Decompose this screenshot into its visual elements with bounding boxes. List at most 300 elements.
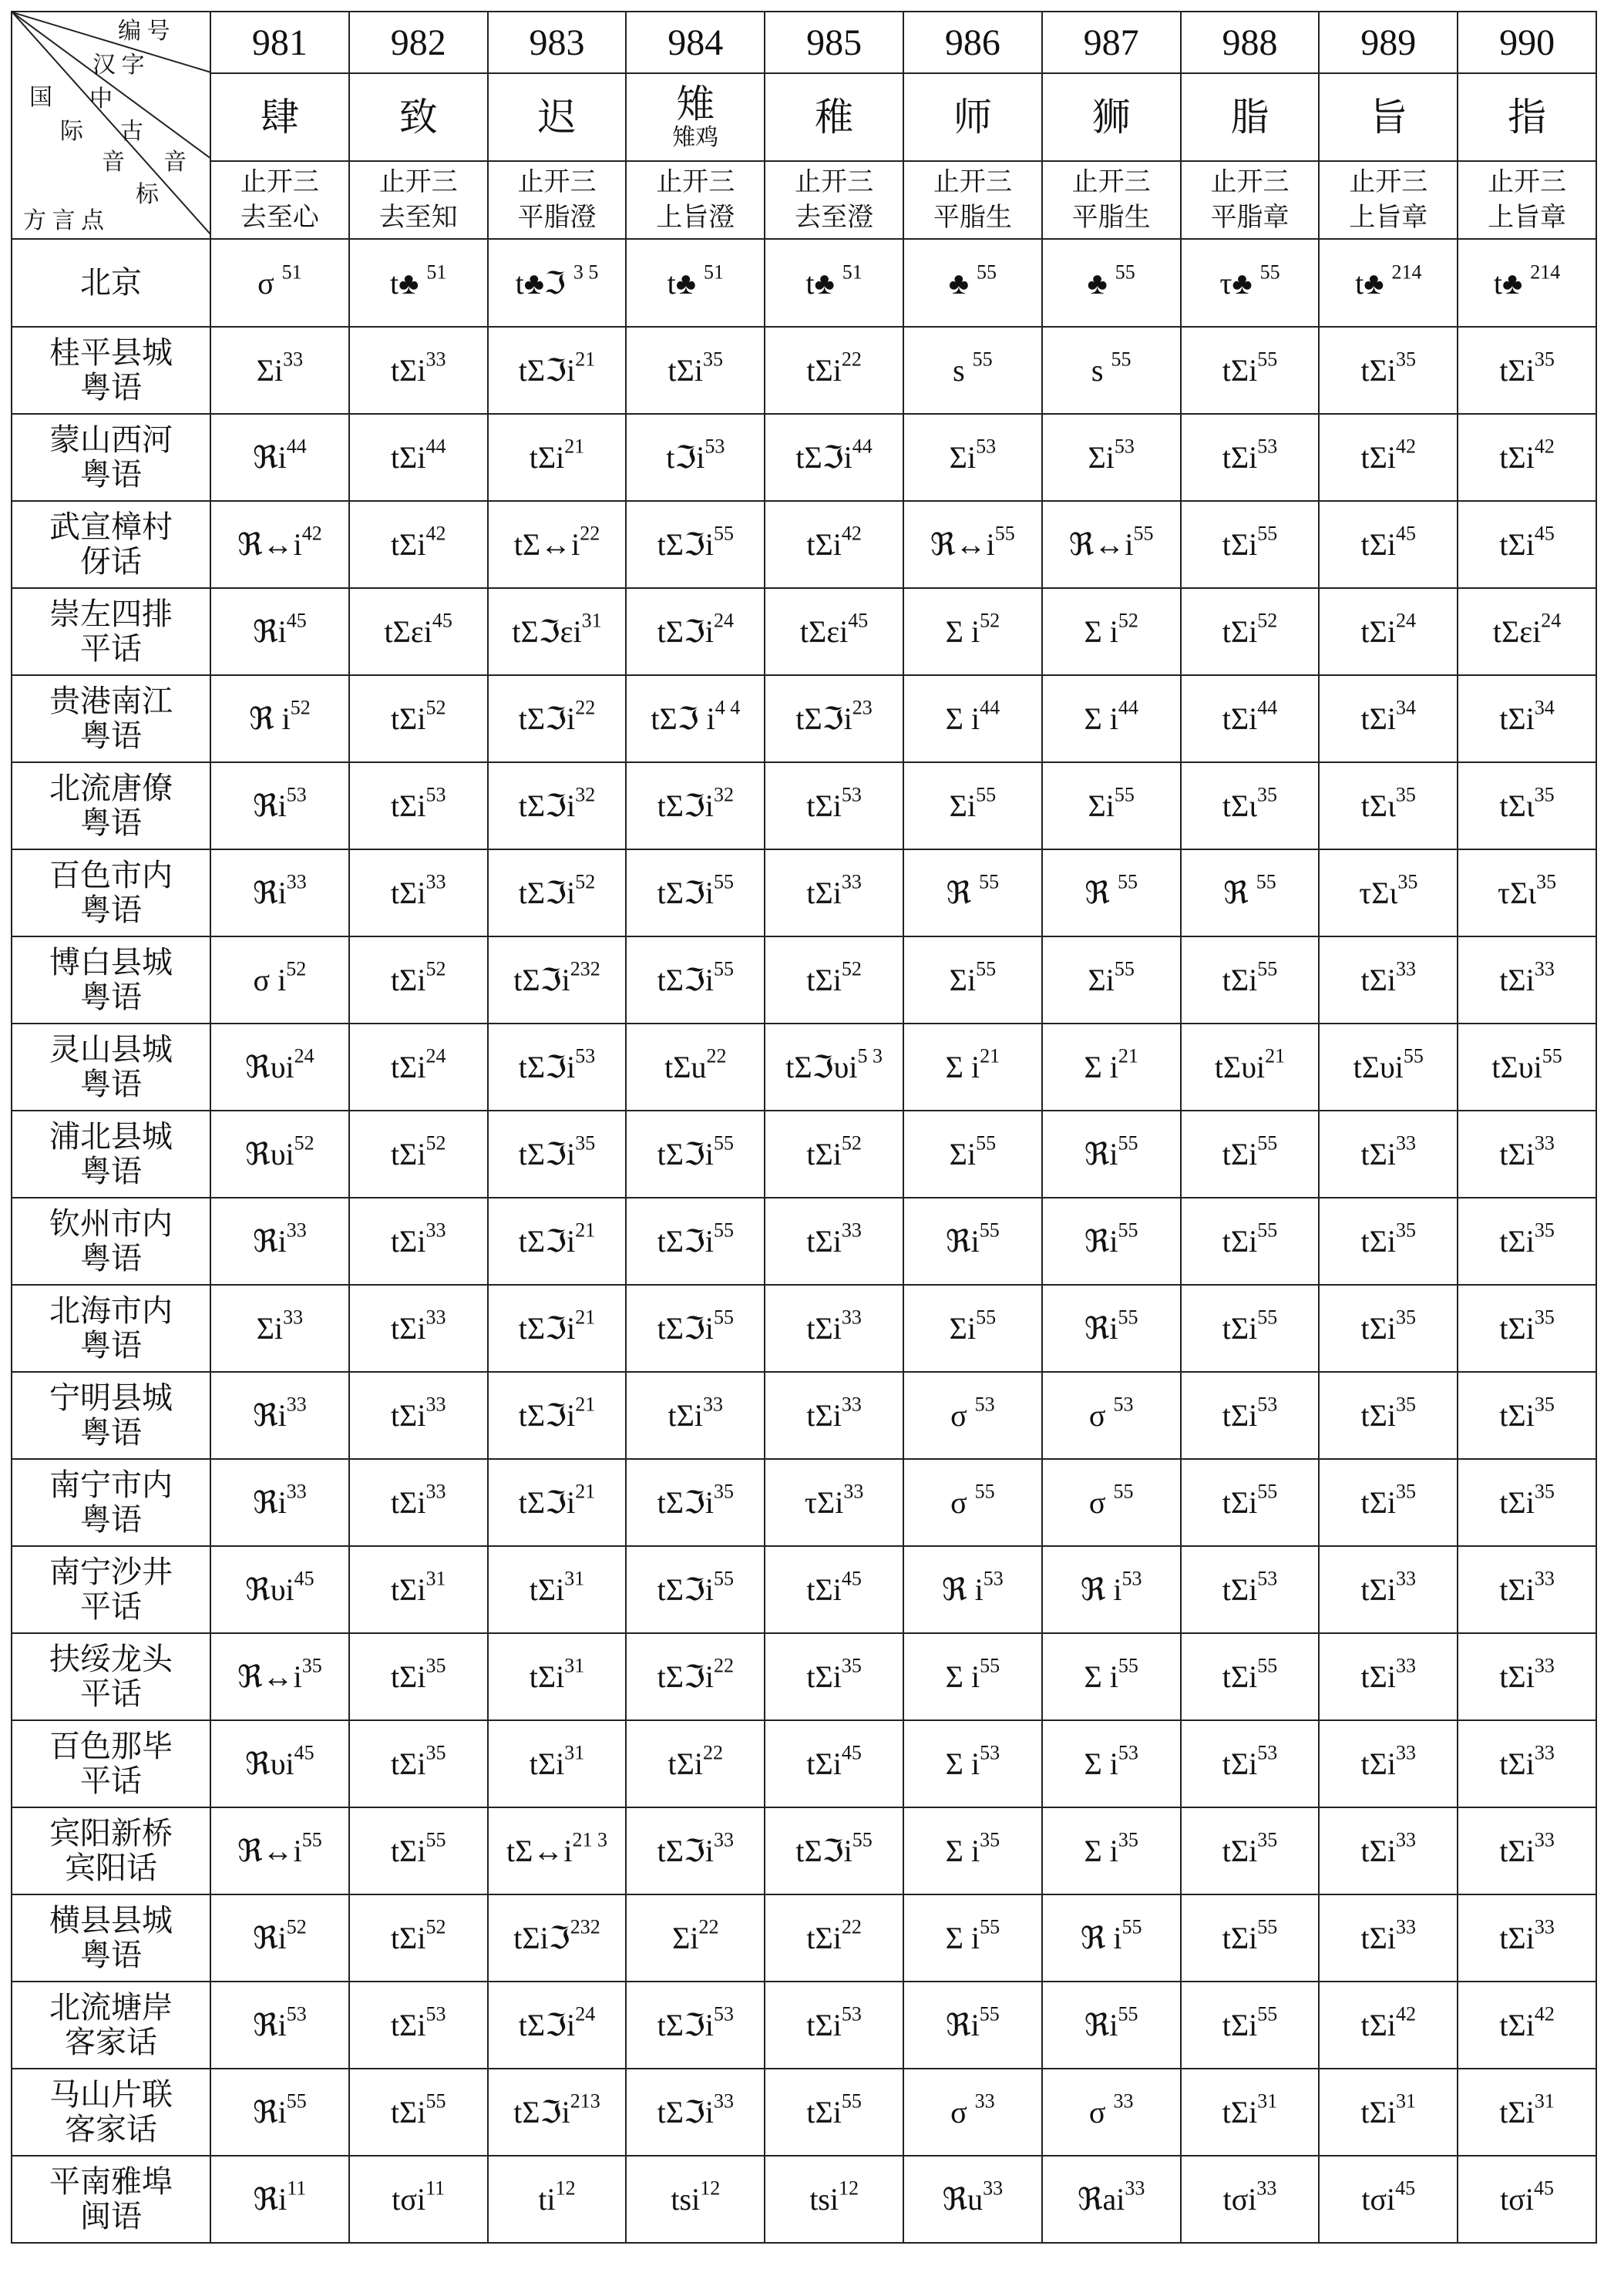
pronunciation-base: tΣu [664, 1050, 707, 1084]
pronunciation-cell [903, 414, 1042, 501]
pronunciation-base: tΣℑi [518, 788, 576, 823]
pronunciation-base: ℜi [253, 2182, 288, 2217]
column-number: 986 [903, 12, 1042, 73]
pronunciation-cell [765, 1024, 903, 1111]
pronunciation-cell [488, 501, 627, 588]
tone-number: 53 [841, 783, 862, 806]
tone-number: 52 [841, 1131, 862, 1155]
tone-number: 33 [1396, 957, 1417, 980]
dialect-location-line: 南宁沙井 [49, 1554, 173, 1589]
pronunciation-base: tΣℑi [513, 2095, 570, 2130]
pronunciation-cell [488, 2069, 627, 2156]
dialect-location [12, 1894, 210, 1982]
middle-chinese-line: 去至知 [378, 203, 458, 232]
pronunciation-cell [1042, 588, 1181, 675]
pronunciation-base: Σ i [945, 701, 980, 736]
pronunciation-cell [349, 1982, 488, 2069]
pronunciation-base: tΣi [1360, 1311, 1397, 1346]
dialect-location-line: 横县县城 [49, 1902, 173, 1938]
pronunciation-base: t♣ [805, 265, 842, 301]
middle-chinese-line: 止开三 [656, 167, 735, 197]
pronunciation-cell [1319, 1807, 1458, 1894]
pronunciation-cell [903, 1720, 1042, 1807]
tone-number: 33 [713, 1828, 734, 1851]
pronunciation-base: tΣυi [1353, 1050, 1404, 1084]
tone-number: 55 [1118, 1306, 1138, 1329]
tone-number: 42 [301, 522, 322, 545]
pronunciation-cell [1319, 2069, 1458, 2156]
pronunciation-cell [210, 1024, 349, 1111]
pronunciation-cell [1458, 849, 1596, 936]
pronunciation-cell [1181, 1024, 1320, 1111]
pronunciation-cell [765, 762, 903, 849]
pronunciation-base: tΣℑi [657, 788, 714, 823]
tone-number: 33 [1113, 2089, 1134, 2113]
pronunciation-base: ℜi [253, 1921, 287, 1955]
pronunciation-base: tΣi [806, 963, 842, 997]
tone-number: 53 [974, 1393, 995, 1416]
dialect-row [12, 1111, 1596, 1198]
tone-number: 33 [1256, 2177, 1277, 2200]
middle-chinese-line: 上旨章 [1488, 203, 1567, 232]
pronunciation-base: tΣi [529, 1572, 565, 1607]
pronunciation-cell [1458, 2156, 1596, 2243]
pronunciation-base: Σi [949, 963, 977, 997]
tone-number: 35 [301, 1654, 322, 1677]
pronunciation-cell [1319, 588, 1458, 675]
pronunciation-base: tΣi [1222, 440, 1258, 475]
pronunciation-cell [765, 1546, 903, 1633]
dialect-location [12, 849, 210, 936]
pronunciation-cell [626, 1024, 765, 1111]
dialect-row [12, 762, 1596, 849]
tone-number: 24 [425, 1044, 446, 1067]
tone-number: 33 [286, 1480, 307, 1503]
pronunciation-cell [1458, 1459, 1596, 1546]
tone-number: 42 [425, 522, 446, 545]
tone-number: 31 [564, 1741, 585, 1764]
tone-number: 55 [1403, 1044, 1424, 1067]
tone-number: 45 [841, 1741, 862, 1764]
tone-number: 33 [983, 2177, 1004, 2200]
pronunciation-base: tΣi [1222, 963, 1258, 997]
dialect-location-line: 浦北县城 [49, 1118, 173, 1154]
dialect-location-line: 桂平县城 [49, 334, 173, 370]
pronunciation-base: tΣℑi [518, 1137, 576, 1172]
dialect-location-line: 客家话 [65, 2111, 157, 2146]
column-character [488, 73, 627, 161]
pronunciation-base: tΣi [1222, 353, 1258, 388]
pronunciation-cell [210, 1198, 349, 1285]
pronunciation-base: tΣi [1222, 2095, 1258, 2130]
pronunciation-cell [1042, 2069, 1181, 2156]
pronunciation-base: tΣι [1499, 788, 1535, 823]
tone-number: 21 [980, 1044, 1000, 1067]
tone-number: 33 [703, 1393, 724, 1416]
tone-number: 21 3 [572, 1828, 607, 1851]
column-character [626, 73, 765, 161]
pronunciation-cell [1042, 1633, 1181, 1720]
dialect-row [12, 327, 1596, 414]
pronunciation-cell [1181, 1372, 1320, 1459]
tone-number: 31 [1534, 2089, 1555, 2113]
pronunciation-base: tΣℑi [657, 2008, 714, 2042]
pronunciation-base: ℜ i [942, 1572, 984, 1607]
pronunciation-cell [1319, 762, 1458, 849]
column-number: 984 [626, 12, 765, 73]
pronunciation-cell [1458, 1807, 1596, 1894]
pronunciation-base: ℜai [1077, 2182, 1125, 2217]
tone-number: 44 [286, 435, 307, 458]
pronunciation-cell [1042, 675, 1181, 762]
pronunciation-base: tΣi [1222, 1311, 1258, 1346]
tone-number: 55 [1118, 1131, 1138, 1155]
pronunciation-base: Σi [256, 1311, 284, 1346]
tone-number: 53 [1257, 1741, 1278, 1764]
pronunciation-base: tΣℑi [518, 353, 576, 388]
dialect-location-line: 北流唐僚 [49, 770, 173, 805]
tone-number: 55 [1114, 957, 1135, 980]
tone-number: 33 [1396, 1828, 1417, 1851]
tone-number: 44 [1118, 696, 1138, 719]
pronunciation-cell [1319, 1198, 1458, 1285]
tone-number: 45 [286, 609, 307, 632]
pronunciation-base: tΣ↔i [506, 1834, 573, 1868]
pronunciation-cell [349, 1720, 488, 1807]
pronunciation-cell [349, 1372, 488, 1459]
pronunciation-base: σ [1088, 1398, 1114, 1433]
pronunciation-base: s [953, 353, 973, 388]
pronunciation-base: tΣεi [799, 614, 849, 649]
pronunciation-cell [1458, 414, 1596, 501]
pronunciation-cell [903, 239, 1042, 327]
pronunciation-base: tΣi [390, 353, 426, 388]
tone-number: 55 [1257, 522, 1278, 545]
pronunciation-base: τ♣ [1219, 265, 1260, 301]
pronunciation-cell [1181, 1720, 1320, 1807]
dialect-location-line: 粤语 [80, 1153, 142, 1188]
tone-number: 55 [1118, 1219, 1138, 1242]
dialect-location [12, 239, 210, 327]
pronunciation-cell [1458, 1024, 1596, 1111]
pronunciation-cell [488, 1546, 627, 1633]
dialect-row [12, 936, 1596, 1024]
character-glyph: 肆 [260, 95, 299, 139]
tone-number: 22 [713, 1654, 734, 1677]
pronunciation-cell [1181, 849, 1320, 936]
tone-number: 21 [1118, 1044, 1138, 1067]
pronunciation-base: tΣi [1360, 353, 1397, 388]
dialect-location [12, 1024, 210, 1111]
pronunciation-base: tΣi [1222, 1921, 1258, 1955]
pronunciation-cell [1042, 1720, 1181, 1807]
pronunciation-base: tΣℑi [657, 1137, 714, 1172]
tone-number: 55 [1257, 1654, 1278, 1677]
tone-number: 55 [1257, 1306, 1278, 1329]
character-note: 雉鸡 [672, 124, 719, 150]
dialect-location [12, 1720, 210, 1807]
dialect-location-line: 粤语 [80, 718, 142, 753]
tone-number: 21 [564, 435, 585, 458]
tone-number: 34 [1396, 696, 1417, 719]
tone-number: 35 [1396, 1393, 1417, 1416]
pronunciation-base: tΣℑi [518, 1224, 576, 1259]
header-row-middle-chinese [12, 161, 1596, 239]
pronunciation-cell [765, 2069, 903, 2156]
pronunciation-cell [903, 1807, 1042, 1894]
pronunciation-cell [1042, 1459, 1181, 1546]
pronunciation-base: tΣi [1499, 2095, 1535, 2130]
pronunciation-base: tΣℑi [657, 614, 714, 649]
dialect-location-line: 宾阳话 [65, 1850, 157, 1885]
dialect-location-line: 伢话 [80, 543, 142, 579]
tone-number: 33 [425, 1480, 446, 1503]
pronunciation-cell [765, 1459, 903, 1546]
pronunciation-cell [210, 2156, 349, 2243]
pronunciation-base: tσi [1222, 2182, 1257, 2217]
pronunciation-cell [765, 501, 903, 588]
tone-number: 52 [575, 870, 596, 893]
pronunciation-base: t♣ [1355, 265, 1392, 301]
pronunciation-cell [488, 327, 627, 414]
pronunciation-base: σ [950, 1398, 975, 1433]
middle-chinese-line: 止开三 [933, 167, 1012, 197]
pronunciation-base: tΣi [1499, 1137, 1535, 1172]
pronunciation-cell [488, 849, 627, 936]
tone-number: 232 [570, 957, 600, 980]
tone-number: 35 [425, 1741, 446, 1764]
pronunciation-base: ℜi [1084, 1224, 1118, 1259]
tone-number: 31 [425, 1567, 446, 1590]
pronunciation-cell [1458, 1633, 1596, 1720]
dialect-location [12, 2069, 210, 2156]
tone-number: 33 [425, 348, 446, 371]
tone-number: 35 [1536, 870, 1557, 893]
pronunciation-cell [1319, 2156, 1458, 2243]
pronunciation-base: ℜi [253, 2008, 287, 2042]
pronunciation-cell [1042, 1894, 1181, 1982]
tone-number: 31 [581, 609, 602, 632]
dialect-row [12, 1024, 1596, 1111]
pronunciation-cell [349, 1807, 488, 1894]
column-character [1181, 73, 1320, 161]
pronunciation-base: t♣ℑ [515, 265, 573, 301]
middle-chinese-line: 平脂生 [1071, 203, 1151, 232]
tone-number: 31 [564, 1567, 585, 1590]
column-number: 988 [1181, 12, 1320, 73]
tone-number: 52 [294, 1131, 314, 1155]
pronunciation-cell [1042, 1807, 1181, 1894]
pronunciation-base: tΣi [1360, 614, 1397, 649]
tone-number: 55 [976, 957, 997, 980]
pronunciation-base: tΣℑi [657, 1572, 714, 1607]
pronunciation-base: Σi [949, 788, 977, 823]
pronunciation-cell [349, 1633, 488, 1720]
column-middle-chinese [210, 161, 349, 239]
tone-number: 33 [1534, 1567, 1555, 1590]
pronunciation-base: tΣi [390, 701, 426, 736]
pronunciation-cell [488, 1982, 627, 2069]
pronunciation-cell [903, 327, 1042, 414]
tone-number: 232 [570, 1915, 600, 1938]
pronunciation-base: tΣi [1222, 1834, 1258, 1868]
pronunciation-base: ℜu [942, 2182, 984, 2217]
dialect-location [12, 1982, 210, 2069]
pronunciation-base: tΣi [806, 1224, 842, 1259]
pronunciation-base: tΣℑi [795, 701, 852, 736]
pronunciation-base: tΣi [806, 353, 842, 388]
tone-number: 44 [852, 435, 873, 458]
column-character [765, 73, 903, 161]
tone-number: 21 [575, 1480, 596, 1503]
pronunciation-cell [1458, 501, 1596, 588]
pronunciation-cell [1042, 1285, 1181, 1372]
pronunciation-cell [210, 1633, 349, 1720]
pronunciation-base: ℜ↔i [1068, 527, 1134, 562]
tone-number: 35 [1534, 1393, 1555, 1416]
pronunciation-cell [765, 2156, 903, 2243]
dialect-location-line: 粤语 [80, 805, 142, 840]
pronunciation-base: tΣi [1360, 1485, 1397, 1520]
pronunciation-cell [210, 1982, 349, 2069]
tone-number: 51 [281, 261, 302, 283]
pronunciation-base: Σi [949, 440, 977, 475]
pronunciation-base: tΣυi [1214, 1050, 1266, 1084]
dialect-location-line: 平话 [80, 630, 142, 666]
tone-number: 33 [1396, 1567, 1417, 1590]
dialect-row [12, 501, 1596, 588]
pronunciation-cell [1181, 501, 1320, 588]
pronunciation-base: tΣi [1499, 701, 1535, 736]
pronunciation-base: tΣi [1360, 1224, 1397, 1259]
pronunciation-cell [1181, 588, 1320, 675]
pronunciation-cell [765, 239, 903, 327]
pronunciation-cell [626, 1111, 765, 1198]
pronunciation-base: σ [1088, 1485, 1114, 1520]
pronunciation-base: tΣi [390, 2095, 426, 2130]
pronunciation-cell [765, 1720, 903, 1807]
pronunciation-cell [1181, 936, 1320, 1024]
tone-number: 53 [1121, 1567, 1142, 1590]
pronunciation-cell [210, 588, 349, 675]
pronunciation-base: ♣ [948, 265, 977, 301]
pronunciation-base: σ i [253, 963, 287, 997]
dialect-row [12, 588, 1596, 675]
pronunciation-cell [765, 1807, 903, 1894]
pronunciation-base: tΣℑi [657, 1659, 714, 1694]
tone-number: 52 [1257, 609, 1278, 632]
tone-number: 12 [700, 2177, 721, 2200]
pronunciation-base: ℜ [946, 876, 980, 910]
corner-label-biao: 标 [136, 182, 159, 207]
pronunciation-cell [210, 762, 349, 849]
column-character [1319, 73, 1458, 161]
tone-number: 11 [287, 2177, 307, 2200]
tone-number: 22 [575, 696, 596, 719]
pronunciation-base: tΣi [1499, 1834, 1535, 1868]
pronunciation-base: tΣi [1222, 701, 1258, 736]
pronunciation-cell [210, 239, 349, 327]
tone-number: 35 [1397, 870, 1418, 893]
pronunciation-cell [210, 1546, 349, 1633]
tone-number: 45 [841, 1567, 862, 1590]
pronunciation-base: ℜi [253, 1485, 287, 1520]
pronunciation-base: Σ i [945, 1834, 980, 1868]
pronunciation-base: tΣℑi [518, 1050, 576, 1084]
pronunciation-cell [1042, 1546, 1181, 1633]
tone-number: 35 [1534, 1219, 1555, 1242]
tone-number: 21 [575, 1219, 596, 1242]
dialect-location [12, 675, 210, 762]
pronunciation-cell [1319, 1285, 1458, 1372]
tone-number: 55 [979, 2002, 1000, 2025]
pronunciation-base: tΣi [1360, 1834, 1397, 1868]
pronunciation-base: tΣi [529, 1659, 565, 1694]
tone-number: 33 [1534, 1131, 1555, 1155]
pronunciation-base: ♣ [1087, 265, 1115, 301]
pronunciation-cell [903, 1633, 1042, 1720]
pronunciation-cell [1042, 327, 1181, 414]
pronunciation-base: tΣℑi [518, 701, 576, 736]
pronunciation-cell [488, 1198, 627, 1285]
pronunciation-base: tΣi [390, 1398, 426, 1433]
column-number: 982 [349, 12, 488, 73]
dialect-location [12, 1372, 210, 1459]
pronunciation-base: ℜυi [245, 1050, 294, 1084]
dialect-location [12, 1459, 210, 1546]
pronunciation-base: tΣi [1222, 1224, 1258, 1259]
tone-number: 22 [841, 1915, 862, 1938]
pronunciation-cell [349, 1111, 488, 1198]
dialect-location [12, 327, 210, 414]
pronunciation-base: τΣi [804, 1485, 844, 1520]
pronunciation-cell [488, 1024, 627, 1111]
corner-label-bianhao: 编 号 [118, 18, 170, 44]
tone-number: 55 [713, 1567, 734, 1590]
column-middle-chinese [1181, 161, 1320, 239]
tone-number: 55 [1259, 261, 1280, 283]
dialect-location [12, 588, 210, 675]
pronunciation-base: tΣℑi [657, 1834, 714, 1868]
pronunciation-base: t♣ [390, 265, 427, 301]
pronunciation-base: Σ i [1084, 1659, 1118, 1694]
dialect-row [12, 1459, 1596, 1546]
pronunciation-cell [765, 327, 903, 414]
dialect-location-line: 灵山县城 [49, 1031, 173, 1067]
pronunciation-cell [488, 936, 627, 1024]
dialect-location [12, 1111, 210, 1198]
pronunciation-base: ℜi [253, 2095, 287, 2130]
pronunciation-base: tΣi [1222, 614, 1258, 649]
pronunciation-base: tΣi [390, 440, 426, 475]
dialect-row [12, 1633, 1596, 1720]
pronunciation-cell [1042, 1024, 1181, 1111]
tone-number: 33 [1534, 1741, 1555, 1764]
dialect-location-line: 平话 [80, 1676, 142, 1711]
tone-number: 55 [977, 261, 997, 283]
tone-number: 45 [294, 1567, 314, 1590]
pronunciation-base: tΣi [390, 1659, 426, 1694]
tone-number: 52 [425, 696, 446, 719]
dialect-location-line: 宾阳新桥 [49, 1815, 173, 1851]
tone-number: 45 [294, 1741, 314, 1764]
pronunciation-base: tΣεi [1492, 614, 1542, 649]
pronunciation-base: tΣi [1499, 1659, 1535, 1694]
tone-number: 12 [838, 2177, 859, 2200]
pronunciation-cell [1181, 1111, 1320, 1198]
pronunciation-cell [1319, 327, 1458, 414]
middle-chinese-line: 平脂澄 [517, 203, 597, 232]
